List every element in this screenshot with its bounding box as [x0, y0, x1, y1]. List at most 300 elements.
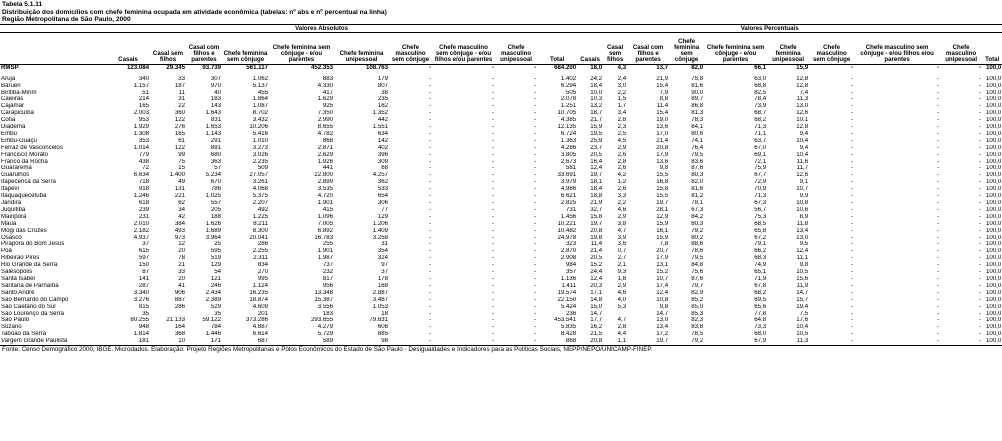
cell-value: 1.629 — [317, 96, 333, 103]
cell-value: - — [851, 310, 854, 317]
cell-value: 1.411 — [561, 282, 577, 289]
table-row — [0, 193, 1002, 200]
cell-value: - — [979, 262, 982, 269]
cell-value: 1.087 — [252, 103, 268, 110]
cell-value: 4.279 — [317, 324, 333, 331]
cell-value: - — [534, 255, 537, 262]
cell-value: 21.133 — [166, 317, 185, 324]
cell-value: 1.814 — [133, 331, 149, 338]
cell-value: 79,5 — [691, 151, 704, 158]
cell-value: 2,9 — [617, 282, 627, 289]
cell-value: 8,8 — [659, 96, 669, 103]
cell-value: - — [937, 151, 940, 158]
row-label: Poá — [1, 248, 12, 255]
cell-value: 9,8 — [659, 165, 669, 172]
cell-value: 581 — [565, 165, 577, 172]
cell-value: 13,6 — [656, 124, 669, 131]
cell-value: 8.702 — [252, 110, 268, 117]
cell-value: 67,3 — [754, 200, 767, 206]
cell-value: 9,4 — [799, 130, 809, 137]
cell-value: - — [428, 220, 431, 227]
cell-value: 1.014 — [133, 144, 149, 151]
cell-value: 10,6 — [796, 206, 809, 213]
cell-value: 11 — [178, 89, 185, 96]
cell-value: - — [937, 269, 940, 276]
cell-value: 1.096 — [317, 213, 333, 220]
table-row — [0, 235, 1002, 242]
cell-value: 2,4 — [617, 75, 627, 82]
group-header-percent: Valores Percentuais — [537, 24, 1002, 32]
row-label: Barueri — [1, 82, 21, 89]
cell-value: 3.964 — [205, 234, 221, 241]
cell-value: 6.724 — [560, 130, 577, 137]
row-label: RMSP — [1, 64, 19, 71]
cell-value: - — [937, 213, 940, 220]
cell-value: - — [937, 75, 940, 82]
cell-value: - — [534, 324, 537, 331]
cell-value: 557 — [210, 200, 221, 206]
cell-value: 1,8 — [617, 275, 627, 282]
cell-value: 4.782 — [317, 130, 333, 137]
cell-value: 68,5 — [754, 220, 767, 227]
cell-value: - — [534, 89, 537, 96]
row-label: Salesópolis — [1, 269, 33, 276]
cell-value: 15 — [178, 165, 185, 172]
cell-value: 100,0 — [985, 110, 1002, 117]
cell-value: 21,4 — [590, 248, 603, 255]
cell-value: - — [979, 82, 982, 89]
cell-value: - — [979, 255, 982, 262]
cell-value: - — [979, 289, 982, 296]
cell-value: 9,4 — [799, 144, 809, 151]
cell-value: - — [937, 248, 940, 255]
column-header-abs: Chefe feminina sem cônjuge - e/ou parentes — [269, 32, 334, 64]
cell-value: 83,8 — [691, 324, 704, 331]
cell-value: 9,8 — [799, 262, 809, 269]
cell-value: 100,0 — [985, 82, 1002, 89]
cell-value: 2,8 — [617, 117, 627, 124]
cell-value: 100,0 — [985, 151, 1002, 158]
cell-value: 40 — [214, 89, 221, 96]
cell-value: - — [491, 275, 494, 282]
cell-value: 1.157 — [133, 82, 149, 89]
cell-value: 100,0 — [985, 89, 1002, 96]
cell-value: - — [491, 75, 494, 82]
cell-value: 3,6 — [617, 241, 627, 248]
cell-value: 62 — [178, 200, 185, 206]
cell-value: 13,2 — [590, 103, 603, 110]
cell-value: - — [851, 144, 854, 151]
cell-value: 18,4 — [590, 186, 603, 193]
row-label: Santa Isabel — [1, 275, 35, 282]
cell-value: 71,3 — [754, 193, 767, 200]
cell-value: 57 — [214, 165, 221, 172]
cell-value: - — [534, 213, 537, 220]
cell-value: 65,1 — [754, 269, 767, 276]
cell-value: - — [937, 165, 940, 172]
cell-value: 1,7 — [617, 103, 627, 110]
cell-value: 1.363 — [560, 137, 577, 144]
cell-value: 4.609 — [252, 303, 268, 310]
cell-value: 1.251 — [560, 103, 577, 110]
cell-value: 1.143 — [205, 130, 221, 137]
cell-value: - — [937, 96, 940, 103]
cell-value: 2,6 — [617, 151, 627, 158]
cell-value: 10,1 — [796, 117, 809, 124]
cell-value: - — [428, 130, 431, 137]
cell-value: - — [851, 269, 854, 276]
row-label: São Caetano do Sul — [1, 303, 56, 310]
row-label: Mauá — [1, 220, 17, 227]
cell-value: 68,3 — [754, 255, 767, 262]
cell-value: - — [428, 117, 431, 124]
cell-value: 67,9 — [704, 338, 767, 345]
column-header-abs: Chefe masculino unipessoal — [495, 32, 537, 64]
cell-value: 10.221 — [557, 220, 577, 227]
cell-value: - — [851, 64, 854, 71]
cell-value: 1.901 — [317, 200, 333, 206]
cell-value: - — [937, 331, 940, 338]
table-row — [0, 255, 1002, 262]
cell-value: 21,7 — [590, 117, 603, 124]
cell-value: 10,7 — [796, 186, 809, 193]
table-title-2: Distribuição dos domicílios com chefe feminina ocupada em atividade econômica (tabelas: nº abs e nº percentual na linha) — [2, 8, 387, 16]
cell-value: 3.273 — [252, 144, 268, 151]
cell-value: 100,0 — [985, 296, 1002, 303]
cell-value: 340 — [138, 75, 149, 82]
cell-value: - — [491, 206, 494, 213]
cell-value: - — [428, 241, 431, 248]
cell-value: 1.025 — [205, 193, 221, 200]
cell-value: 10,5 — [796, 331, 809, 338]
cell-value: - — [534, 130, 537, 137]
row-label: Itaquaquecetuba — [1, 193, 47, 200]
cell-value: 75,6 — [691, 269, 704, 276]
cell-value: 2.887 — [372, 289, 388, 296]
row-label: Itapecerica da Serra — [1, 179, 56, 186]
cell-value: - — [534, 124, 537, 131]
cell-value: 28,1 — [656, 206, 669, 213]
cell-value: 19,7 — [590, 220, 603, 227]
cell-value: 396 — [377, 151, 388, 158]
cell-value: 2,8 — [617, 324, 627, 331]
cell-value: - — [851, 124, 854, 131]
row-label: Ferraz de Vasconcelos — [1, 144, 63, 151]
cell-value: - — [534, 144, 537, 151]
cell-value: - — [851, 289, 854, 296]
cell-value: 15,9 — [656, 220, 669, 227]
cell-value: 831 — [210, 117, 221, 124]
cell-value: 67,2 — [754, 234, 767, 241]
cell-value: 891 — [210, 144, 221, 151]
cell-value: 33.691 — [557, 172, 577, 179]
cell-value: 493 — [174, 227, 185, 234]
cell-value: 68,2 — [754, 289, 767, 296]
cell-value: - — [851, 110, 854, 117]
cell-value: - — [428, 255, 431, 262]
cell-value: - — [428, 324, 431, 331]
cell-value: - — [491, 234, 494, 241]
cell-value: - — [534, 317, 537, 324]
cell-value: 71,1 — [754, 130, 767, 137]
cell-value: 589 — [269, 338, 334, 345]
cell-value: - — [851, 317, 854, 324]
cell-value: 100,0 — [985, 206, 1002, 213]
cell-value: 1.446 — [205, 331, 221, 338]
cell-value: 81,3 — [691, 110, 704, 117]
cell-value: 529 — [210, 303, 221, 310]
cell-value: 2.434 — [205, 289, 221, 296]
cell-value: - — [432, 338, 495, 345]
cell-value: 80,6 — [691, 130, 704, 137]
cell-value: 415 — [322, 206, 333, 213]
cell-value: 99 — [178, 151, 185, 158]
cell-value: 82,0 — [691, 179, 704, 186]
table-title-1: Tabela 5.1.11 — [2, 1, 43, 8]
row-label: Franco da Rocha — [1, 158, 48, 165]
cell-value: 10 — [150, 338, 186, 345]
cell-value: 5.375 — [252, 193, 268, 200]
table-row — [0, 311, 1002, 318]
table-row — [0, 117, 1002, 124]
cell-value: 20 — [178, 248, 185, 255]
cell-value: 19,8 — [590, 234, 603, 241]
cell-value: - — [937, 296, 940, 303]
cell-value: 23,7 — [590, 144, 603, 151]
cell-value: 100,0 — [985, 241, 1002, 248]
cell-value: 63,7 — [754, 137, 767, 144]
cell-value: 13,4 — [656, 324, 669, 331]
cell-value: 29.345 — [166, 64, 185, 71]
row-label: Jandira — [1, 200, 21, 206]
cell-value: 3.261 — [252, 179, 268, 186]
cell-value: 973 — [174, 234, 185, 241]
table-row — [0, 214, 1002, 221]
cell-value: 887 — [174, 296, 185, 303]
cell-value: 236 — [565, 310, 577, 317]
cell-value: 6.634 — [133, 172, 149, 179]
cell-value: 68,7 — [754, 110, 767, 117]
cell-value: 3.276 — [133, 296, 149, 303]
cell-value: - — [937, 117, 940, 124]
cell-value: 970 — [210, 82, 221, 89]
cell-value: 1.246 — [133, 193, 149, 200]
cell-value: - — [979, 186, 982, 193]
cell-value: 231 — [138, 213, 149, 220]
cell-value: 221 — [174, 193, 185, 200]
cell-value: 100,0 — [985, 186, 1002, 193]
cell-value: 1.456 — [560, 213, 577, 220]
cell-value: 384 — [174, 220, 185, 227]
cell-value: 80,3 — [691, 220, 704, 227]
cell-value: 10,3 — [590, 96, 603, 103]
cell-value: 16,8 — [656, 179, 669, 186]
cell-value: 100,0 — [985, 193, 1002, 200]
cell-value: - — [428, 158, 431, 165]
cell-value: 11,4 — [590, 241, 603, 248]
cell-value: - — [428, 172, 431, 179]
cell-value: 69,5 — [754, 296, 767, 303]
row-label: Biritiba-Mirim — [1, 89, 37, 96]
cell-value: 79,1 — [754, 241, 767, 248]
cell-value: - — [851, 130, 854, 137]
table-row — [0, 103, 1002, 110]
cell-value: 3,9 — [617, 234, 627, 241]
cell-value: 85,2 — [691, 296, 704, 303]
cell-value: 19,7 — [590, 172, 603, 179]
cell-value: 100,0 — [985, 158, 1002, 165]
table-row — [0, 124, 1002, 131]
cell-value: 22 — [178, 103, 185, 110]
cell-value: 10.482 — [557, 227, 577, 234]
table-row — [0, 221, 1002, 228]
cell-value: - — [937, 303, 940, 310]
cell-value: 75,9 — [754, 165, 767, 172]
cell-value: 19,7 — [627, 338, 669, 345]
table-row — [0, 283, 1002, 290]
cell-value: 56,7 — [754, 206, 767, 213]
table-row — [0, 248, 1002, 255]
cell-value: 21,4 — [656, 137, 669, 144]
cell-value: 12,8 — [796, 75, 809, 82]
column-header-abs: Casal com filhos e parentes — [186, 32, 222, 64]
cell-value: 11,4 — [656, 103, 669, 110]
cell-value: 97 — [381, 262, 388, 269]
cell-value: 984 — [565, 262, 577, 269]
cell-value: 11,3 — [767, 338, 809, 345]
row-label: Santo André — [1, 289, 35, 296]
cell-value: 100,0 — [985, 248, 1002, 255]
cell-value: - — [491, 172, 494, 179]
cell-value: 4.887 — [252, 324, 268, 331]
cell-value: - — [851, 82, 854, 89]
cell-value: 442 — [377, 117, 388, 124]
cell-value: - — [428, 179, 431, 186]
cell-value: 293.655 — [310, 317, 333, 324]
cell-value: - — [979, 324, 982, 331]
cell-value: 87 — [142, 269, 149, 276]
cell-value: - — [491, 262, 494, 269]
row-label: Mairiporã — [1, 213, 27, 220]
cell-value: - — [937, 89, 940, 96]
cell-value: 73,9 — [754, 103, 767, 110]
cell-value: 129 — [377, 213, 388, 220]
cell-value: 10,0 — [590, 89, 603, 96]
cell-value: - — [937, 255, 940, 262]
cell-value: 85,0 — [691, 303, 704, 310]
cell-value: 100,0 — [985, 220, 1002, 227]
cell-value: 1.926 — [317, 158, 333, 165]
cell-value: 4.286 — [560, 144, 577, 151]
cell-value: 10,8 — [796, 200, 809, 206]
cell-value: 2.990 — [317, 117, 333, 124]
cell-value: - — [491, 269, 494, 276]
cell-value: - — [534, 103, 537, 110]
cell-value: 88,6 — [691, 241, 704, 248]
cell-value: 10,5 — [796, 269, 809, 276]
cell-value: 1.124 — [252, 282, 268, 289]
cell-value: 84,1 — [691, 124, 704, 131]
table-row — [0, 172, 1002, 179]
cell-value: - — [940, 338, 982, 345]
cell-value: - — [491, 137, 494, 144]
cell-value: 21,5 — [590, 331, 603, 338]
cell-value: - — [851, 103, 854, 110]
cell-value: 78,4 — [754, 96, 767, 103]
cell-value: 22.150 — [557, 296, 577, 303]
cell-value: - — [979, 179, 982, 186]
cell-value: 87,6 — [691, 275, 704, 282]
cell-value: 100,0 — [985, 303, 1002, 310]
cell-value: 3,4 — [617, 110, 627, 117]
cell-value: 100,0 — [985, 64, 1002, 71]
cell-value: 37 — [381, 269, 388, 276]
cell-value: 69,1 — [754, 151, 767, 158]
cell-value: 2.235 — [252, 158, 268, 165]
cell-value: 4,5 — [617, 137, 627, 144]
row-label: Carapicuíba — [1, 110, 34, 117]
cell-value: - — [428, 75, 431, 82]
cell-value: 59.122 — [202, 317, 221, 324]
cell-value: - — [534, 262, 537, 269]
cell-value: - — [491, 193, 494, 200]
cell-value: - — [428, 275, 431, 282]
table-row — [0, 228, 1002, 235]
table-row — [0, 290, 1002, 297]
cell-value: 2.078 — [560, 96, 577, 103]
cell-value: - — [851, 282, 854, 289]
cell-value: - — [534, 179, 537, 186]
cell-value: - — [937, 186, 940, 193]
cell-value: 1.409 — [372, 227, 388, 234]
cell-value: 24.978 — [557, 234, 577, 241]
cell-value: 10.705 — [557, 110, 577, 117]
cell-value: 77,8 — [754, 310, 767, 317]
cell-value: - — [491, 151, 494, 158]
cell-value: 4.330 — [317, 82, 333, 89]
cell-value: 13,0 — [796, 234, 809, 241]
column-header-pct: Total — [982, 32, 1002, 64]
cell-value: - — [851, 89, 854, 96]
cell-value: 16,2 — [590, 324, 603, 331]
cell-value: 12,4 — [590, 165, 603, 172]
cell-value: - — [428, 303, 431, 310]
cell-value: - — [937, 289, 940, 296]
cell-value: 3.979 — [560, 179, 577, 186]
cell-value: 80,3 — [691, 172, 704, 179]
cell-value: 20,7 — [656, 248, 669, 255]
cell-value: - — [937, 172, 940, 179]
cell-value: 16.235 — [249, 289, 268, 296]
cell-value: - — [979, 117, 982, 124]
table-row — [0, 96, 1002, 103]
cell-value: 31 — [381, 241, 388, 248]
row-label: Ribeirão Pires — [1, 255, 40, 262]
column-header-pct: Chefe feminina unipessoal — [767, 32, 809, 64]
cell-value: - — [491, 310, 494, 317]
cell-value: 3.258 — [372, 234, 388, 241]
cell-value: 1,1 — [603, 338, 627, 345]
cell-value: - — [979, 165, 982, 172]
cell-value: - — [937, 82, 940, 89]
cell-value: - — [534, 158, 537, 165]
cell-value: 684.200 — [554, 64, 577, 71]
row-label: Francisco Morato — [1, 151, 49, 158]
cell-value: 3.487 — [372, 296, 388, 303]
cell-value: - — [428, 269, 431, 276]
table-row — [0, 331, 1002, 338]
row-label: Mogi das Cruzes — [1, 227, 47, 234]
